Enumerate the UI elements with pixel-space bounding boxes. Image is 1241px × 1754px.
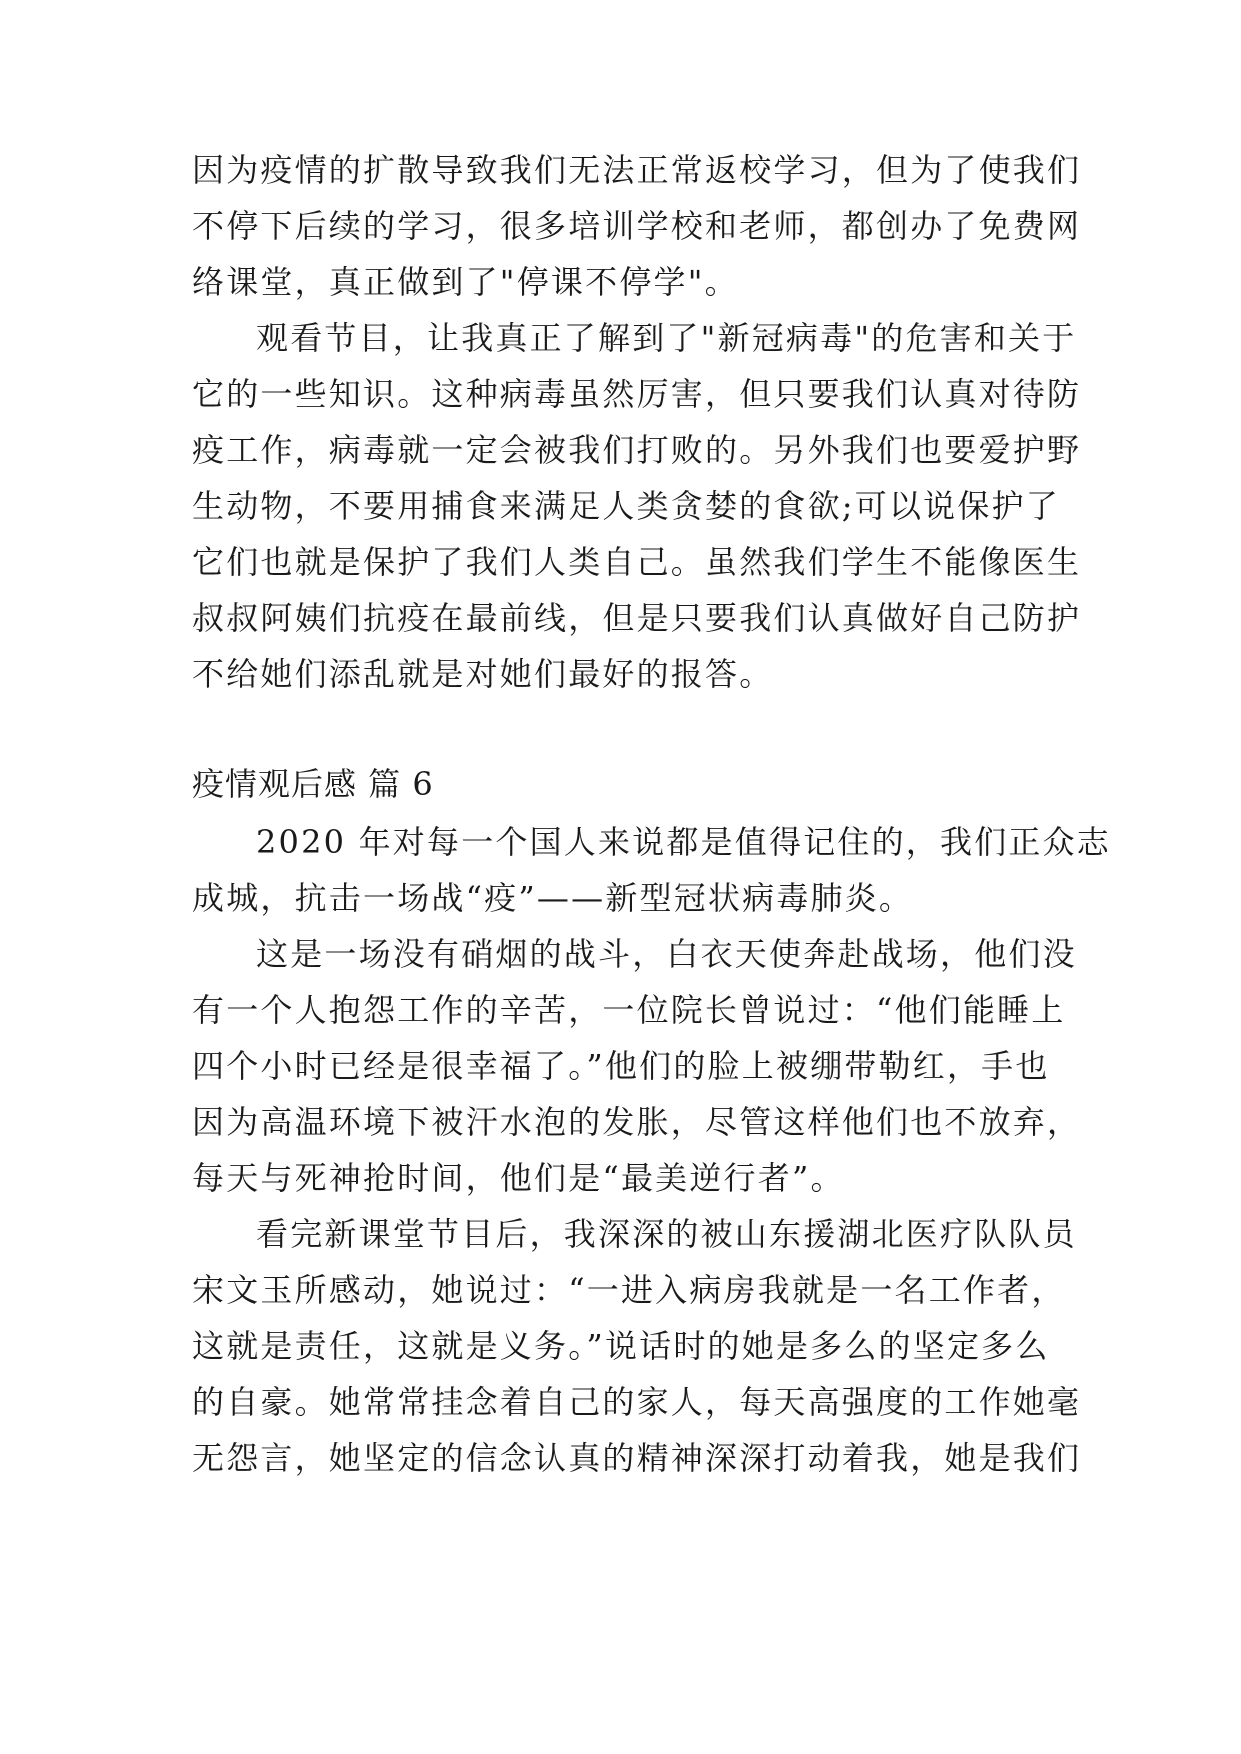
paragraph-2-line-5: 它们也就是保护了我们人类自己。虽然我们学生不能像医生 — [192, 543, 1082, 581]
paragraph-1-line-1: 因为疫情的扩散导致我们无法正常返校学习，但为了使我们 — [192, 151, 1082, 189]
paragraph-5-line-2: 宋文玉所感动，她说过：“一进入病房我就是一名工作者， — [192, 1271, 1066, 1309]
paragraph-4-line-4: 因为高温环境下被汗水泡的发胀，尽管这样他们也不放弃， — [192, 1103, 1082, 1141]
paragraph-1-line-3: 络课堂，真正做到了"停课不停学"。 — [192, 263, 739, 301]
paragraph-5-line-1: 看完新课堂节目后，我深深的被山东援湖北医疗队队员 — [256, 1215, 1077, 1253]
paragraph-3-line-1: 2020 年对每一个国人来说都是值得记住的，我们正众志 — [256, 823, 1112, 861]
paragraph-4-line-3: 四个小时已经是很幸福了。”他们的脸上被绷带勒红，手也 — [192, 1047, 1050, 1085]
paragraph-2-line-6: 叔叔阿姨们抗疫在最前线，但是只要我们认真做好自己防护 — [192, 599, 1082, 637]
paragraph-1-line-2: 不停下后续的学习，很多培训学校和老师，都创办了免费网 — [192, 207, 1082, 245]
paragraph-3-line-2: 成城，抗击一场战“疫”——新型冠状病毒肺炎。 — [192, 879, 914, 917]
paragraph-2-line-1: 观看节目，让我真正了解到了"新冠病毒"的危害和关于 — [256, 319, 1077, 357]
paragraph-5-line-4: 的自豪。她常常挂念着自己的家人，每天高强度的工作她毫 — [192, 1383, 1082, 1421]
paragraph-4-line-5: 每天与死神抢时间，他们是“最美逆行者”。 — [192, 1159, 845, 1197]
paragraph-4-line-2: 有一个人抱怨工作的辛苦，一位院长曾说过：“他们能睡上 — [192, 991, 1066, 1029]
paragraph-4-line-1: 这是一场没有硝烟的战斗，白衣天使奔赴战场，他们没 — [256, 935, 1077, 973]
paragraph-2-line-4: 生动物，不要用捕食来满足人类贪婪的食欲;可以说保护了 — [192, 487, 1060, 525]
paragraph-5-line-3: 这就是责任，这就是义务。”说话时的她是多么的坚定多么 — [192, 1327, 1050, 1365]
paragraph-2-line-3: 疫工作，病毒就一定会被我们打败的。另外我们也要爱护野 — [192, 431, 1082, 469]
paragraph-5-line-5: 无怨言，她坚定的信念认真的精神深深打动着我，她是我们 — [192, 1439, 1082, 1477]
paragraph-2-line-7: 不给她们添乱就是对她们最好的报答。 — [192, 655, 774, 693]
section-heading: 疫情观后感 篇 6 — [192, 765, 434, 803]
paragraph-2-line-2: 它的一些知识。这种病毒虽然厉害，但只要我们认真对待防 — [192, 375, 1082, 413]
